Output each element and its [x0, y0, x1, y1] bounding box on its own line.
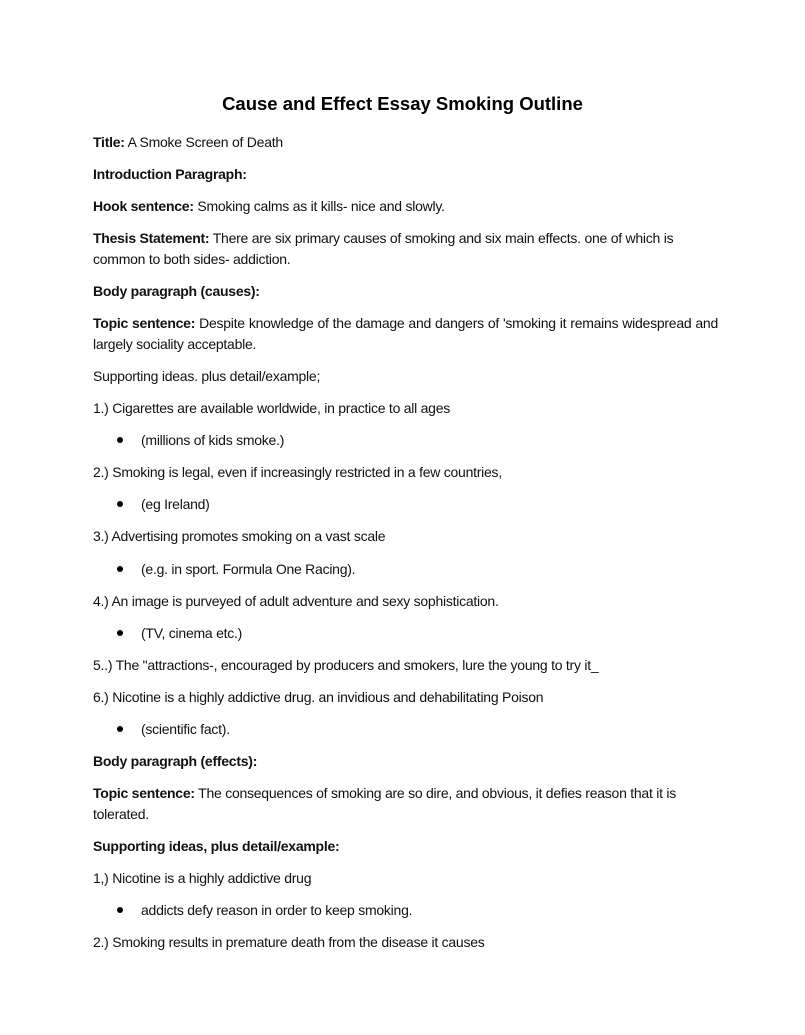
effects-supporting-text: Supporting ideas, plus detail/example:	[93, 838, 340, 854]
cause-item: 2.) Smoking is legal, even if increasingly restricted in a few countries,	[93, 464, 502, 480]
bullet-text: (eg Ireland)	[141, 496, 210, 512]
document-heading: Cause and Effect Essay Smoking Outline	[222, 93, 583, 114]
bullet-icon	[117, 907, 123, 913]
bullet-icon	[117, 501, 123, 507]
thesis-label: Thesis Statement:	[93, 230, 210, 246]
effect-item: 2.) Smoking results in premature death from the disease it causes	[93, 934, 485, 950]
title-line	[93, 132, 718, 153]
intro-heading	[93, 164, 718, 185]
cause-item: 5..) The "attractions-, encouraged by producers and smokers, lure the young to try it_	[93, 657, 599, 673]
bullet-text: (scientific fact).	[141, 721, 230, 737]
effects-topic-label: Topic sentence:	[93, 785, 195, 801]
cause-item: 3.) Advertising promotes smoking on a vast scale	[93, 528, 386, 544]
causes-supporting-label: Supporting ideas. plus detail/example;	[93, 368, 321, 384]
effects-heading	[93, 751, 718, 772]
hook-text: Smoking calms as it kills- nice and slowly.	[193, 198, 445, 214]
causes-topic-text: Despite knowledge of the damage and dangers of 'smoking it remains widespread and largely sociality acceptable.	[93, 315, 718, 352]
intro-heading-text: Introduction Paragraph:	[93, 166, 247, 182]
cause-item: 4.) An image is purveyed of adult adventure and sexy sophistication.	[93, 593, 499, 609]
effects-supporting-label	[93, 836, 718, 857]
causes-heading	[93, 281, 718, 302]
thesis-statement	[93, 228, 718, 270]
effects-topic-text: The consequences of smoking are so dire, and obvious, it defies reason that it is tolerated.	[93, 785, 676, 822]
hook-sentence	[93, 196, 718, 217]
bullet-icon	[117, 437, 123, 443]
causes-topic-label: Topic sentence:	[93, 315, 196, 331]
bullet-text: (TV, cinema etc.)	[141, 625, 243, 641]
thesis-text: There are six primary causes of smoking and six main effects. one of which is common to both sides- addiction.	[93, 230, 674, 267]
effects-topic-sentence	[93, 783, 718, 825]
cause-item: 6.) Nicotine is a highly addictive drug. an invidious and dehabilitating Poison	[93, 689, 544, 705]
bullet-icon	[117, 726, 123, 732]
effects-heading-text: Body paragraph (effects):	[93, 753, 258, 769]
effect-item: 1,) Nicotine is a highly addictive drug	[93, 870, 312, 886]
title-label: Title:	[93, 134, 125, 150]
title-text: A Smoke Screen of Death	[124, 134, 283, 150]
cause-item: 1.) Cigarettes are available worldwide, in practice to all ages	[93, 400, 450, 416]
bullet-icon	[117, 630, 123, 636]
bullet-text: (e.g. in sport. Formula One Racing).	[141, 561, 356, 577]
bullet-text: addicts defy reason in order to keep smoking.	[141, 902, 413, 918]
causes-heading-text: Body paragraph (causes):	[93, 283, 260, 299]
bullet-icon	[117, 566, 123, 572]
bullet-text: (millions of kids smoke.)	[141, 432, 285, 448]
causes-topic-sentence	[93, 313, 718, 355]
hook-label: Hook sentence:	[93, 198, 194, 214]
